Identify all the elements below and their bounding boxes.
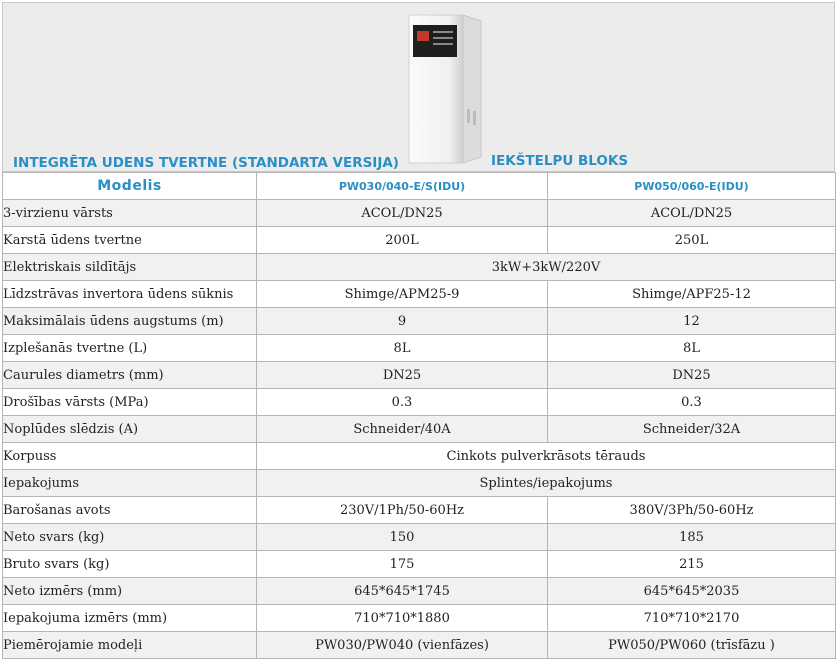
row-value: 0.3 xyxy=(548,389,836,416)
table-row xyxy=(3,308,836,335)
indoor-unit-image xyxy=(407,13,487,165)
row-label: Piemērojamie modeļi xyxy=(3,632,257,659)
row-label: Barošanas avots xyxy=(3,497,257,524)
row-label: Līdzstrāvas invertora ūdens sūknis xyxy=(3,281,257,308)
header-banner xyxy=(2,2,835,172)
row-value: 175 xyxy=(257,551,548,578)
row-value: 8L xyxy=(257,335,548,362)
row-value: 645*645*2035 xyxy=(548,578,836,605)
table-row xyxy=(3,254,836,281)
table-row xyxy=(3,362,836,389)
table-row xyxy=(3,497,836,524)
header-left-title: INTEGRĒTA UDENS TVERTNE (STANDARTA VERSIJA) xyxy=(13,155,399,171)
row-value: 0.3 xyxy=(257,389,548,416)
row-value: PW030/PW040 (vienfāzes) xyxy=(257,632,548,659)
row-label: Neto svars (kg) xyxy=(3,524,257,551)
row-label: Iepakojums xyxy=(3,470,257,497)
table-row xyxy=(3,416,836,443)
row-value: 645*645*1745 xyxy=(257,578,548,605)
table-row xyxy=(3,227,836,254)
table-row xyxy=(3,443,836,470)
row-value: 150 xyxy=(257,524,548,551)
row-label: Drošības vārsts (MPa) xyxy=(3,389,257,416)
model-column-header: PW050/060-E(IDU) xyxy=(548,173,836,200)
row-label: Iepakojuma izmērs (mm) xyxy=(3,605,257,632)
table-row xyxy=(3,632,836,659)
row-value: 380V/3Ph/50-60Hz xyxy=(548,497,836,524)
model-column-header: PW030/040-E/S(IDU) xyxy=(257,173,548,200)
row-value: 215 xyxy=(548,551,836,578)
row-value: 185 xyxy=(548,524,836,551)
row-value: 710*710*2170 xyxy=(548,605,836,632)
row-label: Maksimālais ūdens augstums (m) xyxy=(3,308,257,335)
spec-table xyxy=(2,172,836,659)
row-value: 12 xyxy=(548,308,836,335)
row-value: 200L xyxy=(257,227,548,254)
header-right-title: IEKŠTELPU BLOKS xyxy=(491,153,629,169)
row-value: Shimge/APF25-12 xyxy=(548,281,836,308)
row-value: 230V/1Ph/50-60Hz xyxy=(257,497,548,524)
table-header-row xyxy=(3,173,836,200)
row-label: Noplūdes slēdzis (A) xyxy=(3,416,257,443)
label-column-header: Modelis xyxy=(3,173,257,200)
row-value: 9 xyxy=(257,308,548,335)
row-value: Shimge/APM25-9 xyxy=(257,281,548,308)
row-value-merged: Cinkots pulverkrāsots tērauds xyxy=(257,443,836,470)
row-label: Bruto svars (kg) xyxy=(3,551,257,578)
row-value: 710*710*1880 xyxy=(257,605,548,632)
row-value: ACOL/DN25 xyxy=(548,200,836,227)
row-label: Elektriskais sildītājs xyxy=(3,254,257,281)
row-value: 250L xyxy=(548,227,836,254)
table-row xyxy=(3,281,836,308)
table-row xyxy=(3,200,836,227)
row-value: DN25 xyxy=(257,362,548,389)
table-row xyxy=(3,389,836,416)
row-value: Schneider/40A xyxy=(257,416,548,443)
table-row xyxy=(3,524,836,551)
table-body xyxy=(3,200,836,659)
row-label: 3-virzienu vārsts xyxy=(3,200,257,227)
row-value: 8L xyxy=(548,335,836,362)
table-row xyxy=(3,470,836,497)
row-value: DN25 xyxy=(548,362,836,389)
row-label: Caurules diametrs (mm) xyxy=(3,362,257,389)
table-row xyxy=(3,578,836,605)
row-label: Korpuss xyxy=(3,443,257,470)
table-row xyxy=(3,335,836,362)
table-row xyxy=(3,605,836,632)
table-row xyxy=(3,551,836,578)
row-value: ACOL/DN25 xyxy=(257,200,548,227)
row-label: Neto izmērs (mm) xyxy=(3,578,257,605)
row-value-merged: Splintes/iepakojums xyxy=(257,470,836,497)
row-label: Karstā ūdens tvertne xyxy=(3,227,257,254)
row-value: PW050/PW060 (trīsfāzu ) xyxy=(548,632,836,659)
row-value: Schneider/32A xyxy=(548,416,836,443)
row-value-merged: 3kW+3kW/220V xyxy=(257,254,836,281)
row-label: Izplešanās tvertne (L) xyxy=(3,335,257,362)
